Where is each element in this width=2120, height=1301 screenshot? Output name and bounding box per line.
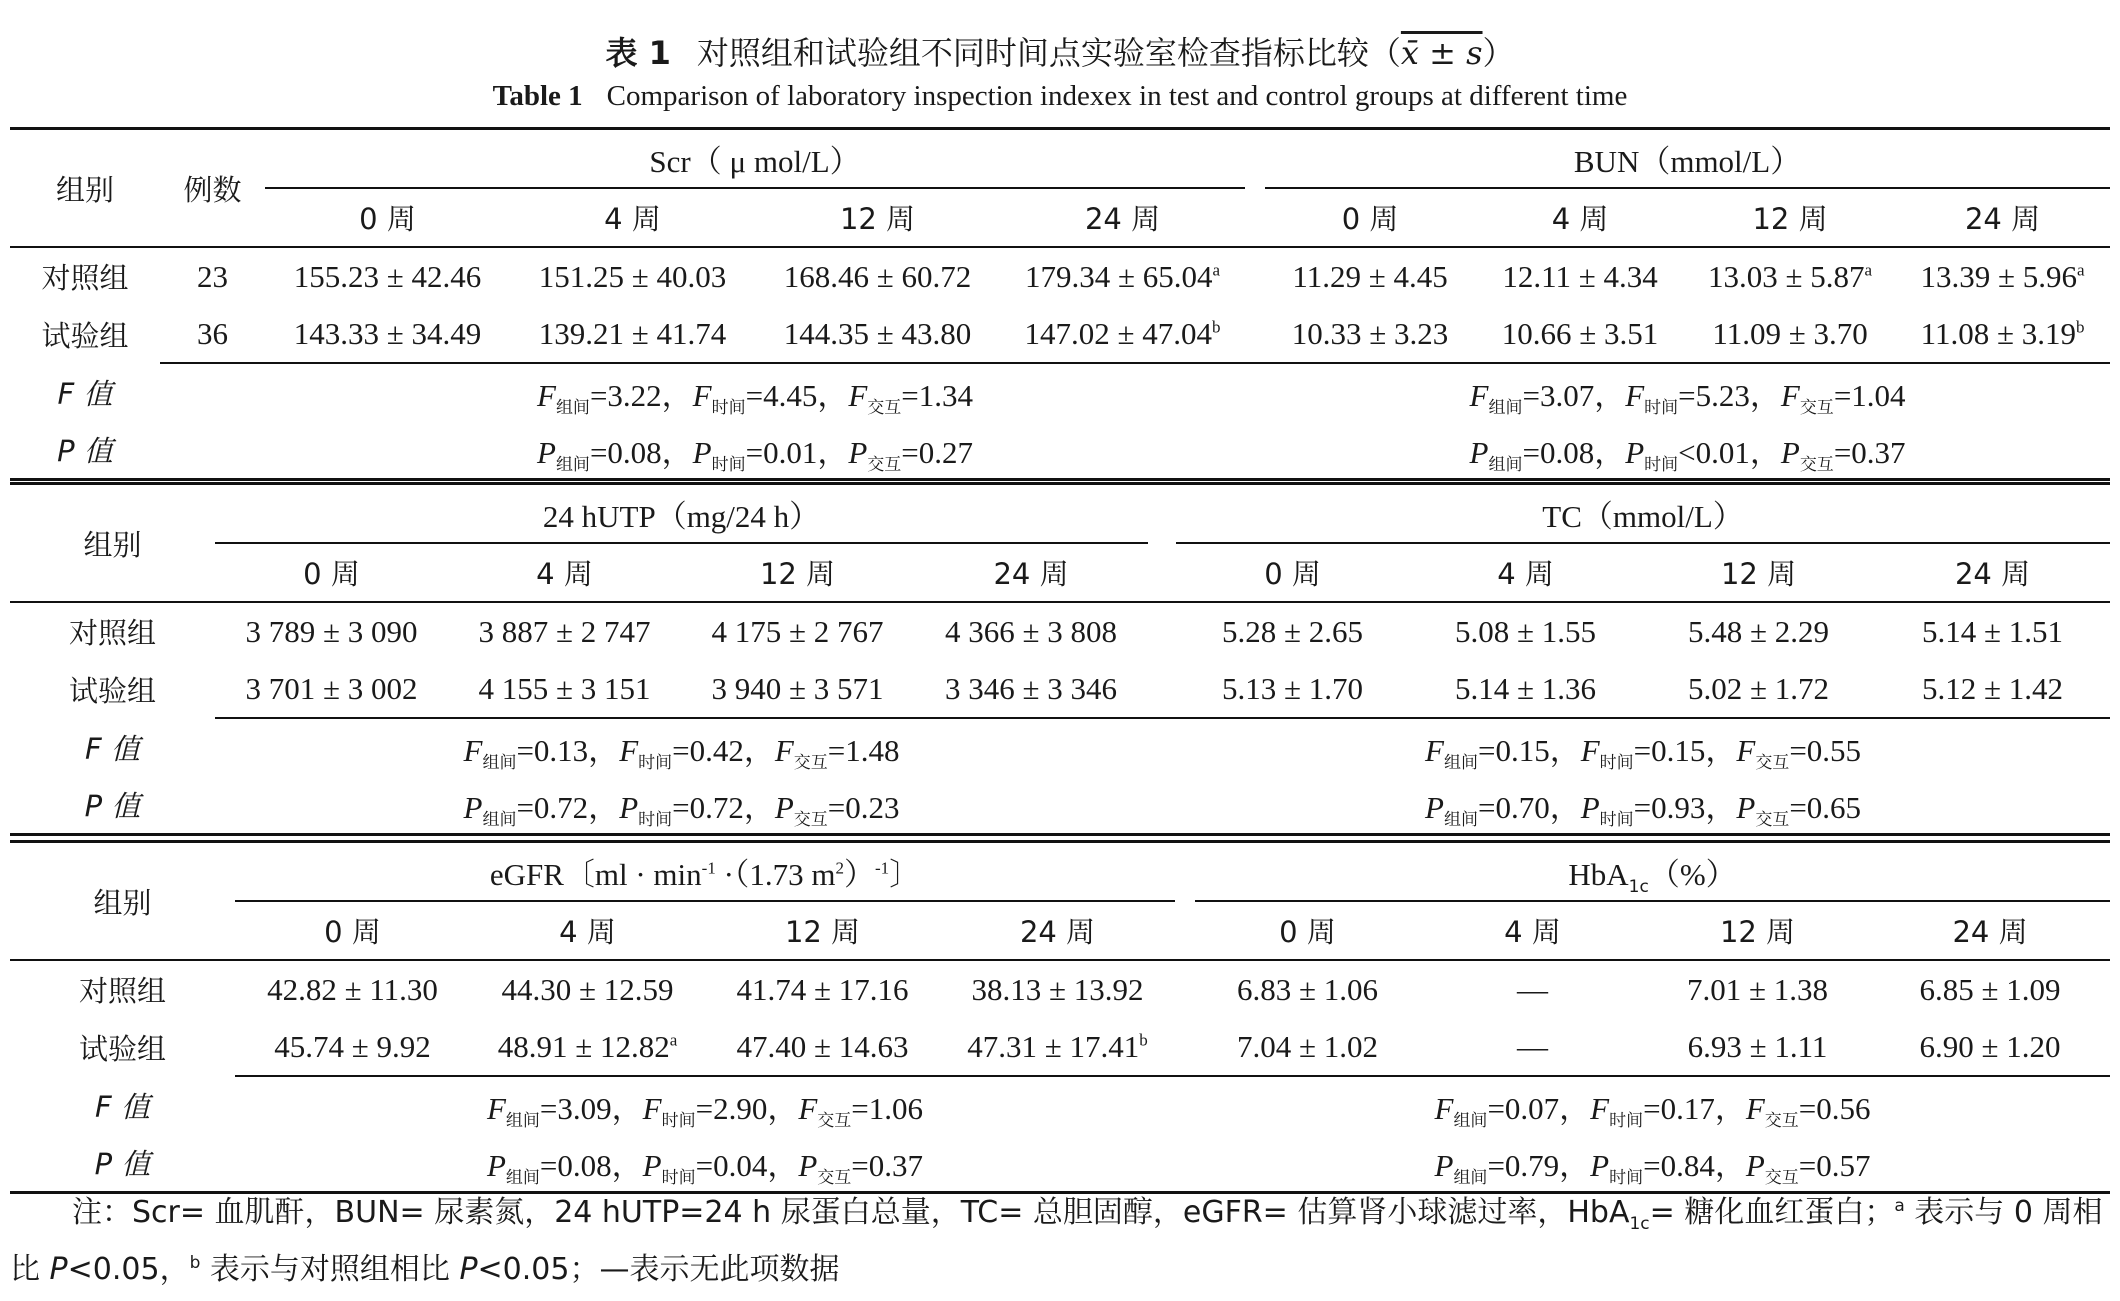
value-cell: 3 346 ± 3 346 — [914, 660, 1148, 718]
header-hba1c: HbA$_{1c}$（%） — [1195, 842, 2110, 902]
value-cell: 48.91 ± 12.82$^a$ — [470, 1018, 705, 1076]
value-cell: 143.33 ± 34.49 — [265, 305, 510, 363]
value-cell: 6.90 ± 1.20 — [1870, 1018, 2110, 1076]
value-cell: 4 175 ± 2 767 — [711, 613, 884, 649]
header-week: 24 周 — [1952, 915, 2028, 949]
header-week: 0 周 — [1341, 202, 1399, 236]
value-cell: 5.28 ± 2.65 — [1222, 613, 1364, 649]
f-label: F 值 — [85, 731, 140, 766]
value-cell: 5.08 ± 1.55 — [1455, 613, 1597, 649]
mean-sd-symbol: x̄ ± s — [1400, 34, 1483, 72]
value-cell: 5.02 ± 1.72 — [1642, 660, 1875, 718]
header-scr: Scr（ μ mol/L） — [265, 129, 1245, 189]
header-week: 4 周 — [1497, 557, 1554, 591]
value-cell: 7.04 ± 1.02 — [1195, 1018, 1420, 1076]
header-week: 24 周 — [1964, 202, 2041, 236]
header-group: 组别 — [93, 885, 152, 920]
title-close-paren: ） — [1482, 34, 1515, 72]
row-label-test: 试验组 — [41, 318, 129, 353]
header-group: 组别 — [55, 172, 114, 207]
value-cell: 41.74 ± 17.16 — [736, 971, 909, 1007]
header-week: 0 周 — [324, 915, 381, 949]
table-footnote: 注：Scr= 血肌酐，BUN= 尿素氮，24 hUTP=24 h 尿蛋白总量，TC= 总胆固醇，eGFR= 估算肾小球滤过率，HbA$_{1c}$= 糖化血红蛋白；$^a$ 表示与 0 周相比 P<0.05，$^b$ 表示与对照组相比 P<0.05；—表示无此项数据 — [10, 1195, 2103, 1287]
value-cell: 6.83 ± 1.06 — [1236, 971, 1378, 1007]
p-stats-hba1c: $P_{组间}=0.79$，$P_{时间}=0.84$，$P_{交互}=0.57$ — [1434, 1148, 1871, 1189]
value-cell: 5.14 ± 1.51 — [1922, 613, 2064, 649]
p-label: P 值 — [94, 1147, 151, 1181]
row-label-control: 对照组 — [78, 974, 166, 1008]
f-label: F 值 — [95, 1089, 150, 1124]
table-utp-tc — [10, 482, 2110, 836]
row-label-control: 对照组 — [41, 261, 129, 295]
value-cell: 11.29 ± 4.45 — [1292, 258, 1448, 294]
table-egfr-hba1c — [10, 840, 2110, 1194]
table-title-en — [0, 80, 2120, 113]
value-cell: 147.02 ± 47.04$^b$ — [1000, 305, 1245, 363]
count-cell: 36 — [160, 305, 265, 363]
header-week: 12 周 — [1719, 915, 1796, 949]
value-cell: 47.31 ± 17.41$^b$ — [940, 1018, 1175, 1076]
p-stats-tc: $P_{组间}=0.70$，$P_{时间}=0.93$，$P_{交互}=0.65$ — [1425, 790, 1862, 831]
f-stats-hba1c: $F_{组间}=0.07$，$F_{时间}=0.17$，$F_{交互}=0.56$ — [1434, 1091, 1871, 1132]
value-cell: 144.35 ± 43.80 — [755, 305, 1000, 363]
table-label-cn: 表 1 — [605, 34, 671, 72]
value-cell: 38.13 ± 13.92 — [971, 971, 1144, 1007]
table-title-en-text: Comparison of laboratory inspection indexex in test and control groups at different time — [606, 80, 1628, 112]
p-label: P 值 — [84, 789, 141, 823]
value-cell: 6.85 ± 1.09 — [1919, 971, 2061, 1007]
f-stats-scr: $F_{组间}=3.22$，$F_{时间}=4.45$，$F_{交互}=1.34$ — [537, 378, 974, 419]
table-label-en: Table 1 — [492, 80, 583, 112]
f-row — [10, 363, 2110, 421]
table-scr-bun — [10, 127, 2110, 481]
value-cell: 168.46 ± 60.72 — [783, 258, 972, 294]
header-week: 0 周 — [359, 202, 416, 236]
header-count: 例数 — [183, 172, 242, 207]
value-cell: 5.12 ± 1.42 — [1875, 660, 2110, 718]
value-cell: 4 366 ± 3 808 — [945, 613, 1118, 649]
header-week: 24 周 — [1954, 557, 2031, 591]
f-stats-bun: $F_{组间}=3.07$，$F_{时间}=5.23$，$F_{交互}=1.04$ — [1469, 378, 1906, 419]
value-cell: 3 887 ± 2 747 — [478, 613, 651, 649]
table-row — [10, 247, 2110, 305]
count-cell: 23 — [197, 258, 228, 294]
p-stats-utp: $P_{组间}=0.72$，$P_{时间}=0.72$，$P_{交互}=0.23$ — [463, 790, 900, 831]
header-week: 24 周 — [1019, 915, 1096, 949]
header-group: 组别 — [83, 527, 142, 562]
header-week: 12 周 — [839, 202, 916, 236]
value-cell: 47.40 ± 14.63 — [705, 1018, 940, 1076]
row-label-control: 对照组 — [68, 616, 156, 650]
value-cell: 10.33 ± 3.23 — [1265, 305, 1475, 363]
header-week: 12 周 — [1752, 202, 1828, 236]
p-stats-egfr: $P_{组间}=0.08$，$P_{时间}=0.04$，$P_{交互}=0.37$ — [486, 1148, 923, 1189]
value-cell: 6.93 ± 1.11 — [1645, 1018, 1870, 1076]
f-label: F 值 — [57, 376, 113, 411]
f-row — [10, 718, 2110, 776]
value-cell: 155.23 ± 42.46 — [293, 258, 482, 294]
header-egfr: eGFR〔ml · $\min^{-1} \cdot(1.73$ $m^2)^{-1}$〕 — [235, 842, 1175, 902]
value-cell: 151.25 ± 40.03 — [538, 258, 727, 294]
table-row — [10, 960, 2110, 1018]
value-cell: 5.13 ± 1.70 — [1176, 660, 1409, 718]
header-utp: 24 hUTP（mg/24 h） — [215, 484, 1148, 544]
p-stats-scr: $P_{组间}=0.08$，$P_{时间}=0.01$，$P_{交互}=0.27$ — [537, 435, 974, 476]
value-cell: 13.39 ± 5.96$^a$ — [1920, 258, 2085, 294]
value-cell: — — [1517, 971, 1548, 1007]
f-stats-utp: $F_{组间}=0.13$，$F_{时间}=0.42$，$F_{交互}=1.48$ — [463, 733, 900, 774]
value-cell: 13.03 ± 5.87$^a$ — [1708, 258, 1873, 294]
value-cell: 139.21 ± 41.74 — [510, 305, 755, 363]
header-week: 12 周 — [784, 915, 861, 949]
value-cell: 3 701 ± 3 002 — [215, 660, 448, 718]
f-row — [10, 1076, 2110, 1134]
f-stats-egfr: $F_{组间}=3.09$，$F_{时间}=2.90$，$F_{交互}=1.06$ — [486, 1091, 923, 1132]
header-week: 12 周 — [759, 557, 836, 591]
table-row — [10, 305, 2110, 363]
value-cell: 45.74 ± 9.92 — [235, 1018, 470, 1076]
table-row — [10, 1018, 2110, 1076]
header-tc: TC（mmol/L） — [1176, 484, 2110, 544]
header-week: 24 周 — [1084, 202, 1161, 236]
value-cell: 4 155 ± 3 151 — [448, 660, 681, 718]
header-week: 24 周 — [993, 557, 1069, 591]
table-title-cn — [0, 28, 2120, 74]
header-week: 0 周 — [1279, 915, 1336, 949]
value-cell: 11.08 ± 3.19$^b$ — [1895, 305, 2110, 363]
value-cell: 11.09 ± 3.70 — [1685, 305, 1895, 363]
header-week: 0 周 — [1264, 557, 1321, 591]
header-week: 4 周 — [536, 557, 593, 591]
value-cell: 3 789 ± 3 090 — [245, 613, 418, 649]
header-week: 4 周 — [1551, 202, 1609, 236]
value-cell: 10.66 ± 3.51 — [1475, 305, 1685, 363]
p-label: P 值 — [57, 434, 113, 468]
value-cell: 44.30 ± 12.59 — [501, 971, 674, 1007]
value-cell: 5.48 ± 2.29 — [1688, 613, 1830, 649]
row-label-test: 试验组 — [68, 673, 156, 708]
p-row — [10, 421, 2110, 480]
header-week: 4 周 — [559, 915, 616, 949]
value-cell: 12.11 ± 4.34 — [1502, 258, 1658, 294]
p-row — [10, 776, 2110, 835]
header-week: 12 周 — [1720, 557, 1797, 591]
value-cell: 42.82 ± 11.30 — [267, 971, 438, 1007]
header-week: 4 周 — [1504, 915, 1561, 949]
f-stats-tc: $F_{组间}=0.15$，$F_{时间}=0.15$，$F_{交互}=0.55$ — [1425, 733, 1862, 774]
value-cell: 5.14 ± 1.36 — [1409, 660, 1642, 718]
p-stats-bun: $P_{组间}=0.08$，$P_{时间}<0.01$，$P_{交互}=0.37$ — [1469, 435, 1906, 476]
value-cell: 179.34 ± 65.04$^a$ — [1024, 258, 1221, 294]
header-bun: BUN（mmol/L） — [1265, 129, 2110, 189]
table-row — [10, 660, 2110, 718]
value-cell: 7.01 ± 1.38 — [1686, 971, 1828, 1007]
value-cell: — — [1420, 1018, 1645, 1076]
table-row — [10, 602, 2110, 660]
header-week: 4 周 — [604, 202, 661, 236]
row-label-test: 试验组 — [78, 1031, 166, 1066]
table-title-cn-text: 对照组和试验组不同时间点实验室检查指标比较（ — [696, 34, 1401, 72]
header-week: 0 周 — [303, 557, 360, 591]
value-cell: 3 940 ± 3 571 — [681, 660, 914, 718]
